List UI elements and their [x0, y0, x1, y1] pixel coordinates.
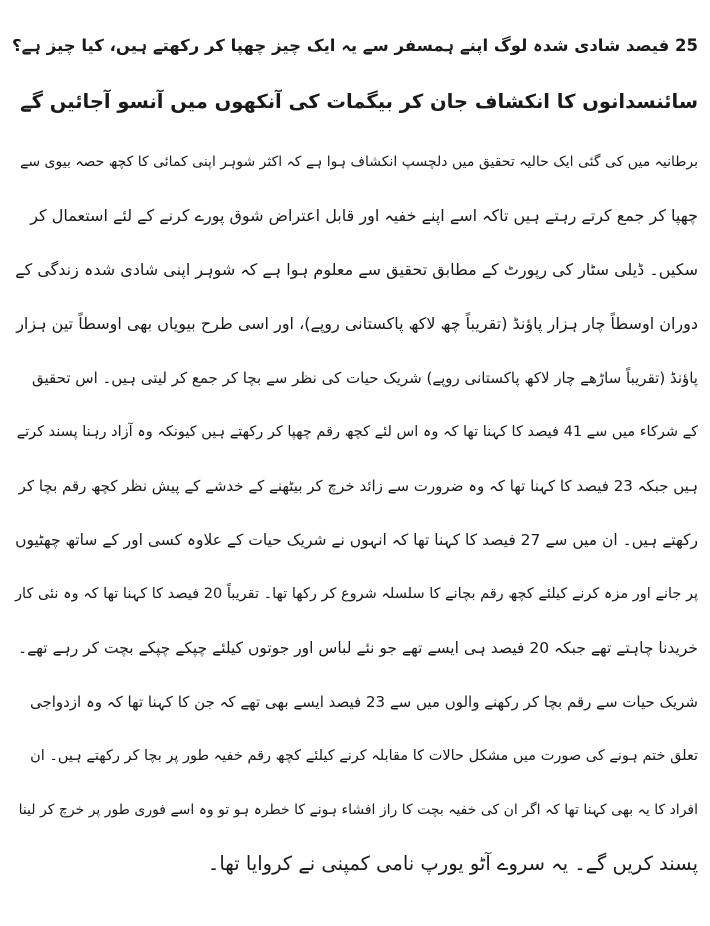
- body-line: دوران اوسطاً چار ہزار پاؤنڈ (تقریباً چھ لاکھ پاکستانی روپے)، اور اسی طرح بیویاں بھی اوسطاً تین ہزار: [16, 314, 698, 333]
- body-line: پسند کریں گے۔ یہ سروے آٹو یورپ نامی کمپنی نے کروایا تھا۔: [207, 852, 698, 875]
- body-line: تعلق ختم ہونے کی صورت میں مشکل حالات کا مقابلہ کرنے کیلئے کچھ رقم خفیہ طور پر بچا کر رکھتے ہیں۔ ان: [30, 748, 698, 764]
- body-line: کے شرکاء میں سے 41 فیصد کا کہنا تھا کہ وہ اس لئے کچھ رقم چھپا کر رکھتے ہیں کیونکہ وہ آزاد رہنا پسند کرتے: [16, 424, 698, 440]
- body-line: پاؤنڈ (تقریباً ساڑھے چار لاکھ پاکستانی روپے) شریک حیات کی نظر سے بچا کر جمع کر لیتی ہیں۔ اس تحقیق: [32, 369, 698, 387]
- body-line: برطانیہ میں کی گئی ایک حالیہ تحقیق میں دلچسپ انکشاف ہوا ہے کہ اکثر شوہر اپنی کمائی کا کچھ حصہ بیوی سے: [20, 154, 698, 170]
- body-line: چھپا کر جمع کرتے رہتے ہیں تاکہ اسے اپنے خفیہ اور قابل اعتراض شوق پورے کرنے کے لئے استعمال کر: [30, 206, 698, 225]
- article-headline: 25 فیصد شادی شدہ لوگ اپنے ہمسفر سے یہ ایک چیز چھپا کر رکھتے ہیں، کیا چیز ہے؟: [12, 36, 698, 55]
- body-line: افراد کا یہ بھی کہنا تھا کہ اگر ان کی خفیہ بچت کا راز افشاء ہونے کا خطرہ ہو تو وہ اسے فوری طور پر خرچ کر لینا: [18, 802, 698, 818]
- body-line: خریدنا چاہتے تھے جبکہ 20 فیصد ہی ایسے تھے جو نئے لباس اور جوتوں کیلئے چپکے چپکے بچت کر رہے تھے۔: [18, 639, 698, 657]
- body-line: شریک حیات سے رقم بچا کر رکھنے والوں میں سے 23 فیصد ایسے بھی تھے کہ جن کا کہنا تھا کہ وہ ازدواجی: [29, 693, 698, 711]
- body-line: سکیں۔ ڈیلی سٹار کی رپورٹ کے مطابق تحقیق سے معلوم ہوا ہے کہ شوہر اپنی شادی شدہ زندگی کے: [15, 260, 698, 279]
- body-line: رکھتے ہیں۔ ان میں سے 27 فیصد کا کہنا تھا کہ انہوں نے شریک حیات کے علاوہ کسی اور کے ساتھ چھٹیوں: [15, 531, 698, 549]
- body-line: پر جانے اور مزہ کرنے کیلئے کچھ رقم بچانے کا سلسلہ شروع کر رکھا تھا۔ تقریباً 20 فیصد کا کہنا تھا کہ وہ نئی کار: [15, 586, 698, 602]
- article-subheadline: سائنسدانوں کا انکشاف جان کر بیگمات کی آنکھوں میں آنسو آجائیں گے: [20, 90, 698, 113]
- body-line: ہیں جبکہ 23 فیصد کا کہنا تھا کہ وہ ضرورت سے زائد خرچ کر بیٹھنے کے خدشے کے پیش نظر کچھ رقم بچا کر: [18, 477, 698, 495]
